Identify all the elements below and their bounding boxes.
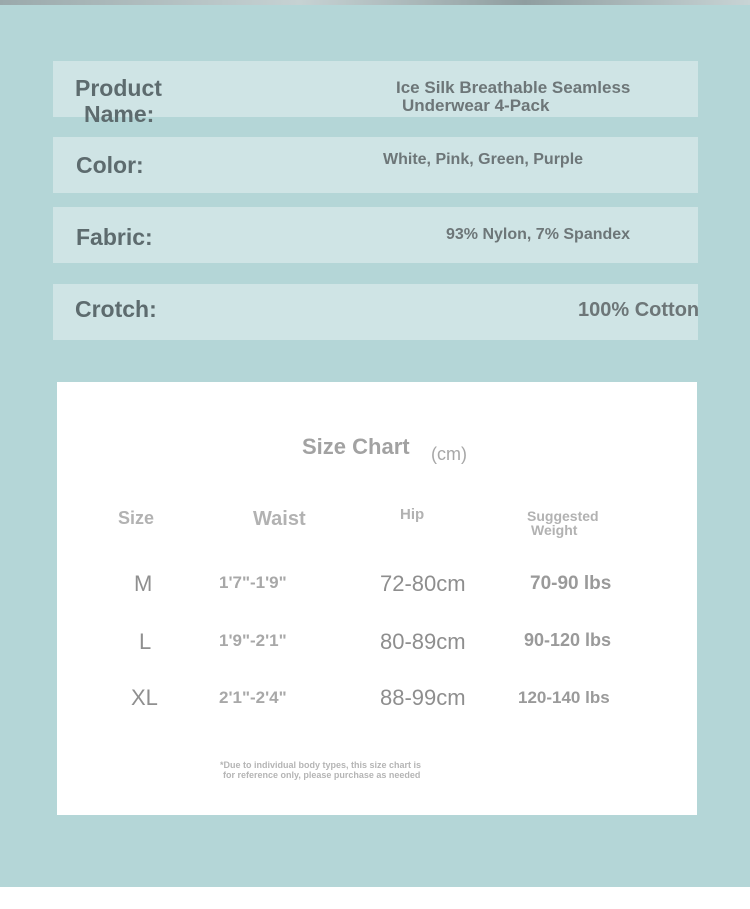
row-xl-hip: 88-99cm (380, 685, 466, 710)
product-name-row (53, 61, 698, 127)
fabric-label: Fabric: (76, 224, 153, 250)
row-xl-weight: 120-140 lbs (518, 688, 610, 707)
top-photo-strip (0, 0, 750, 5)
product-name-label-line1: Product (75, 75, 162, 101)
product-name-value-line1: Ice Silk Breathable Seamless (396, 78, 631, 97)
size-chart-card (57, 382, 697, 815)
row-xl-waist: 2'1"-2'4" (219, 688, 287, 707)
row-m-weight: 70-90 lbs (530, 573, 612, 594)
row-m-waist: 1'7"-1'9" (219, 573, 287, 592)
size-chart-note (220, 760, 480, 780)
crotch-value: 100% Cotton (578, 299, 700, 321)
size-chart-unit: (cm) (431, 444, 467, 464)
size-chart-title: Size Chart (302, 434, 410, 459)
fabric-value: 93% Nylon, 7% Spandex (446, 226, 631, 243)
header-waist: Waist (253, 508, 306, 530)
crotch-label: Crotch: (75, 296, 157, 322)
color-row (53, 137, 698, 193)
color-value: White, Pink, Green, Purple (383, 151, 584, 168)
note-line2: for reference only, please purchase as needed (223, 770, 421, 780)
header-weight-line2: Weight (531, 522, 578, 538)
note-line1: *Due to individual body types, this size chart is (220, 760, 422, 770)
row-l-size: L (139, 629, 152, 654)
row-l-waist: 1'9"-2'1" (219, 631, 287, 650)
header-hip: Hip (400, 506, 425, 523)
row-xl-size: XL (131, 685, 158, 710)
color-label: Color: (76, 152, 144, 178)
row-m-size: M (134, 571, 153, 596)
product-name-label-line2: Name: (84, 101, 155, 127)
row-m-hip: 72-80cm (380, 571, 466, 596)
header-weight-line1: Suggested (527, 508, 599, 524)
crotch-row (53, 284, 698, 340)
row-l-weight: 90-120 lbs (524, 630, 612, 650)
header-size: Size (118, 508, 155, 528)
product-name-value-line2: Underwear 4-Pack (402, 96, 550, 115)
fabric-row (53, 207, 698, 263)
row-l-hip: 80-89cm (380, 629, 466, 654)
